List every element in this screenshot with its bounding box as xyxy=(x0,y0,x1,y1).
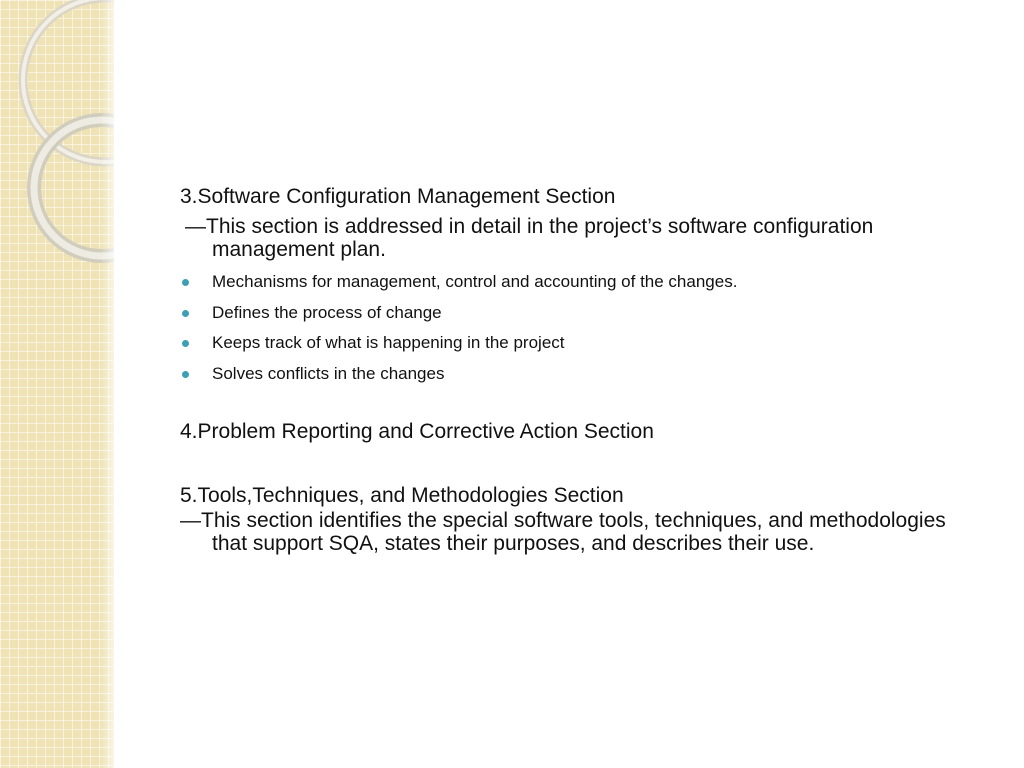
bullet-dot-icon xyxy=(182,310,189,317)
bullet-text: Defines the process of change xyxy=(212,302,442,322)
bullet-dot-icon xyxy=(182,340,189,347)
section-5-heading: 5.Tools,Techniques, and Methodologies Section xyxy=(180,484,624,507)
bullet-item xyxy=(180,328,980,359)
section-3-heading: 3.Software Configuration Management Section xyxy=(180,185,616,208)
section-3-description: —This section is addressed in detail in the project’s software configuration management plan. xyxy=(185,215,874,261)
slide-content xyxy=(180,184,980,555)
bullet-dot-icon xyxy=(182,279,189,286)
bullet-item xyxy=(180,359,980,390)
bullet-item xyxy=(180,267,980,298)
decorative-rings xyxy=(0,0,114,768)
decorative-side-panel xyxy=(0,0,114,768)
section-5-description: —This section identifies the special software tools, techniques, and methodologies that support SQA, states their purposes, and describes their use. xyxy=(180,509,946,555)
panel-edge-shade xyxy=(100,0,114,768)
bullet-text: Solves conflicts in the changes xyxy=(212,363,445,383)
section-4-heading: 4.Problem Reporting and Corrective Action Section xyxy=(180,420,654,443)
bullet-text: Mechanisms for management, control and accounting of the changes. xyxy=(212,272,738,291)
bullet-text: Keeps track of what is happening in the project xyxy=(212,333,565,352)
bullet-dot-icon xyxy=(182,371,189,378)
section-3-bullet-list xyxy=(180,267,980,389)
bullet-item xyxy=(180,298,980,329)
